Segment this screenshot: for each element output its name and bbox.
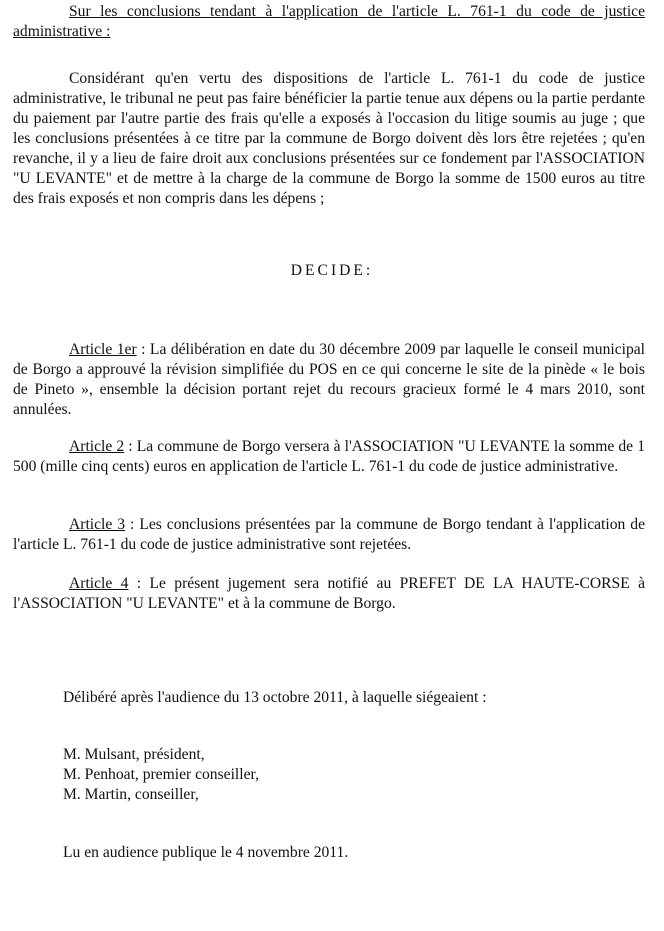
decide-heading: DECIDE: <box>290 262 374 279</box>
article-label: Article 4 <box>69 575 129 592</box>
article-label: Article 1er <box>69 341 137 358</box>
article-text: : Le présent jugement sera notifié au PREFET DE LA HAUTE-CORSE à l'ASSOCIATION "U LEVANTE" et à la commune de Borgo. <box>13 575 645 612</box>
article-text: : La délibération en date du 30 décembre 2009 par laquelle le conseil municipal de Borgo a approuvé la révision simplifiée du POS en ce qui concerne le site de la pinède « le bois de Pineto », ensemble la décision portant rejet du recours gracieux formé le 4 mars 2010, sont annulées. <box>13 341 646 418</box>
deliberation-line: Délibéré après l'audience du 13 octobre 2011, à laquelle siégeaient : <box>63 689 487 706</box>
article-4 <box>13 574 645 614</box>
article-label: Article 3 <box>69 516 126 533</box>
section-heading-text: Sur les conclusions tendant à l'application de l'article L. 761-1 du code de justice administrative : <box>13 3 645 40</box>
member-conseiller: M. Martin, conseiller, <box>63 786 199 803</box>
article-2 <box>13 437 645 477</box>
paragraph-considerant <box>13 69 645 209</box>
article-3 <box>13 515 645 555</box>
reading-line: Lu en audience publique le 4 novembre 2011. <box>63 844 349 861</box>
member-president: M. Mulsant, président, <box>63 746 205 763</box>
article-1 <box>13 340 645 420</box>
article-text: : Les conclusions présentées par la commune de Borgo tendant à l'application de l'article L. 761-1 du code de justice administrative sont rejetées. <box>13 516 645 553</box>
article-text: : La commune de Borgo versera à l'ASSOCIATION "U LEVANTE la somme de 1 500 (mille cinq cents) euros en application de l'article L. 761-1 du code de justice administrative. <box>13 438 645 475</box>
member-premier-conseiller: M. Penhoat, premier conseiller, <box>63 766 259 783</box>
paragraph-text: Considérant qu'en vertu des dispositions de l'article L. 761-1 du code de justice administrative, le tribunal ne peut pas faire bénéficier la partie tenue aux dépens ou la partie perdante du paiement par l'autre partie des frais qu'elle a exposés à l'occasion du litige soumis au juge ; que les conclusions présentées à ce titre par la commune de Borgo doivent dès lors être rejetées ; qu'en revanche, il y a lieu de faire droit aux conclusions présentées sur ce fondement par l'ASSOCIATION "U LEVANTE" et de mettre à la charge de la commune de Borgo la somme de 1500 euros au titre des frais exposés et non compris dans les dépens ; <box>13 70 645 207</box>
article-label: Article 2 <box>69 438 125 455</box>
section-heading <box>13 2 645 42</box>
